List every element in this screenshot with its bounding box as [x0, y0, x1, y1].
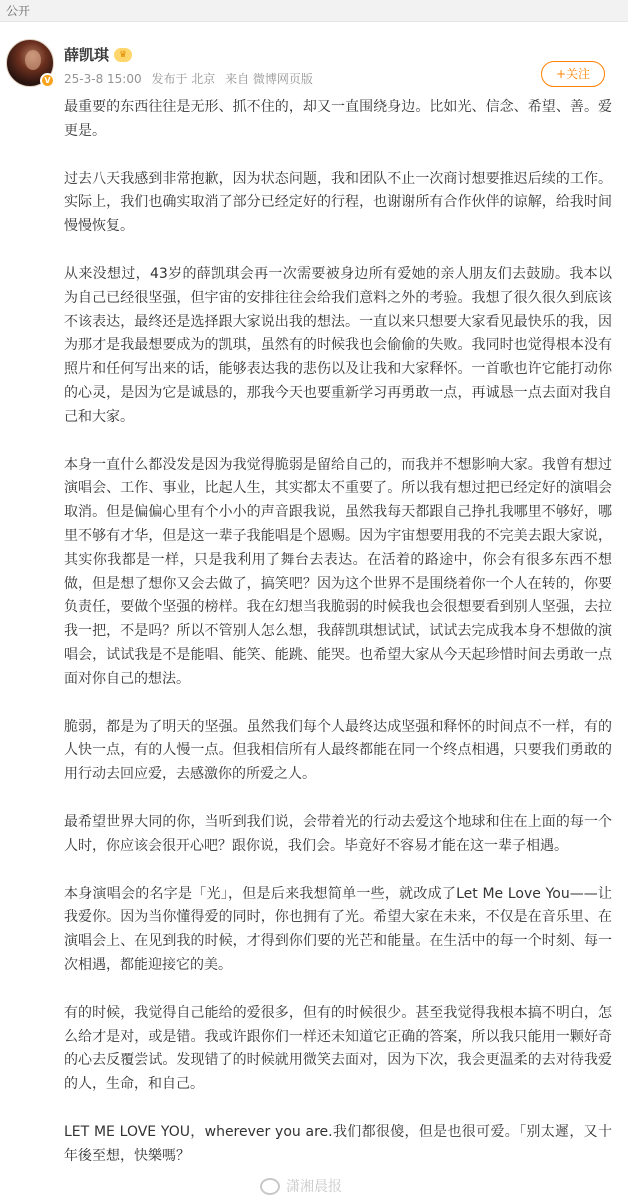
verified-badge-icon: V [40, 73, 55, 88]
post-paragraph: 过去八天我感到非常抱歉，因为状态问题，我和团队不止一次商讨想要推迟后续的工作。实际上，我们也确实取消了部分已经定好的行程，也谢谢所有合作伙伴的谅解，给我时间慢慢恢复。 [64, 170, 612, 235]
post-paragraph: 本身一直什么都没发是因为我觉得脆弱是留给自己的，而我并不想影响大家。我曾有想过演唱会、工作、事业，比起人生，其实都太不重要了。所以我有想过把已经定好的演唱会取消。但是偏偏心里有个小小的声音跟我说，虽然我每天都跟自己挣扎我哪里不够好，哪里不够有才华，但是这一辈子我能唱是个恩赐。因为宇宙想要用我的不完美去跟大家说，其实你我都是一样，只是我利用了舞台去表达。在活着的路途中，你会有很多东西不想做，但是想了想你又会去做了，搞笑吧？因为这个世界不是围绕着你一个人在转的，你要负责任，要做个坚强的榜样。我在幻想当我脆弱的时候我也会很想要看到别人坚强，去拉我一把，不是吗？所以不管别人怎么想，我薛凯琪想试试，试试去完成我本身不想做的演唱会，试试我是不是能唱、能笑、能跳、能哭。也希望大家从今天起珍惜时间去勇敢一点面对你自己的想法。 [64, 456, 612, 687]
post-header [0, 22, 628, 100]
crown-icon[interactable]: ♛ [114, 48, 132, 62]
post-paragraph: 本身演唱会的名字是「光」，但是后来我想简单一些，就改成了Let Me Love You——让我爱你。因为当你懂得爱的同时，你也拥有了光。希望大家在未来，不仅是在音乐里、在演唱会上、在见到我的时候，才得到你们要的光芒和能量。在生活中的每一个时刻、每一次相遇，都能迎接它的美。 [64, 885, 612, 973]
post-paragraph: LET ME LOVE YOU，wherever you are.我们都很傻，但是也很可爱。「别太遲，又十年後至想，快樂嗎？ [64, 1123, 612, 1164]
post-location: 发布于 北京 [151, 72, 216, 86]
watermark-text: 潇湘晨报 [286, 1179, 342, 1195]
weibo-logo-icon [260, 1178, 280, 1195]
follow-button[interactable]: +关注 [541, 61, 605, 87]
post-content [64, 96, 612, 1192]
post-date[interactable]: 25-3-8 15:00 [64, 72, 142, 86]
post-paragraph: 有的时候，我觉得自己能给的爱很多，但有的时候很少。甚至我觉得我根本搞不明白，怎么给才是对，或是错。我或许跟你们一样还未知道它正确的答案，所以我只能用一颗好奇的心去反覆尝试。发现错了的时候就用微笑去面对，因为下次，我会更温柔的去对待我爱的人，生命，和自己。 [64, 1004, 612, 1093]
post-paragraph: 从来没想过，43岁的薛凯琪会再一次需要被身边所有爱她的亲人朋友们去鼓励。我本以为自己已经很坚强，但宇宙的安排往往会给我们意料之外的考验。我想了很久很久到底该不该表达，最终还是选择跟大家说出我的想法。一直以来只想要大家看见最快乐的我，因为那才是我最想要成为的凯琪，虽然有的时候我也会偷偷的失败。我同时也觉得根本没有照片和任何写出来的话，能够表达我的悲伤以及让我和大家释怀。一首歌也许它能打动你的心灵，是因为它是诚恳的，那我今天也要重新学习再勇敢一点，再诚恳一点去面对我自己和大家。 [64, 265, 612, 425]
visibility-label: 公开 [6, 4, 31, 18]
post-source: 来自 微博网页版 [225, 72, 313, 86]
post-meta [64, 70, 319, 87]
author-row [64, 44, 132, 65]
author-name[interactable]: 薛凯琪 [64, 46, 110, 64]
watermark [260, 1176, 342, 1196]
post-paragraph: 最重要的东西往往是无形、抓不住的，却又一直围绕身边。比如光、信念、希望、善。爱更是。 [64, 99, 612, 139]
post-paragraph: 脆弱，都是为了明天的坚强。虽然我们每个人最终达成坚强和释怀的时间点不一样，有的人快一点，有的人慢一点。但我相信所有人最终都能在同一个终点相遇，只要我们勇敢的用行动去回应爱，去感激你的所爱之人。 [64, 718, 612, 783]
top-bar [0, 0, 628, 22]
post-paragraph: 最希望世界大同的你，当听到我们说，会带着光的行动去爱这个地球和住在上面的每一个人时，你应该会很开心吧？跟你说，我们会。毕竟好不容易才能在这一辈子相遇。 [64, 813, 612, 854]
